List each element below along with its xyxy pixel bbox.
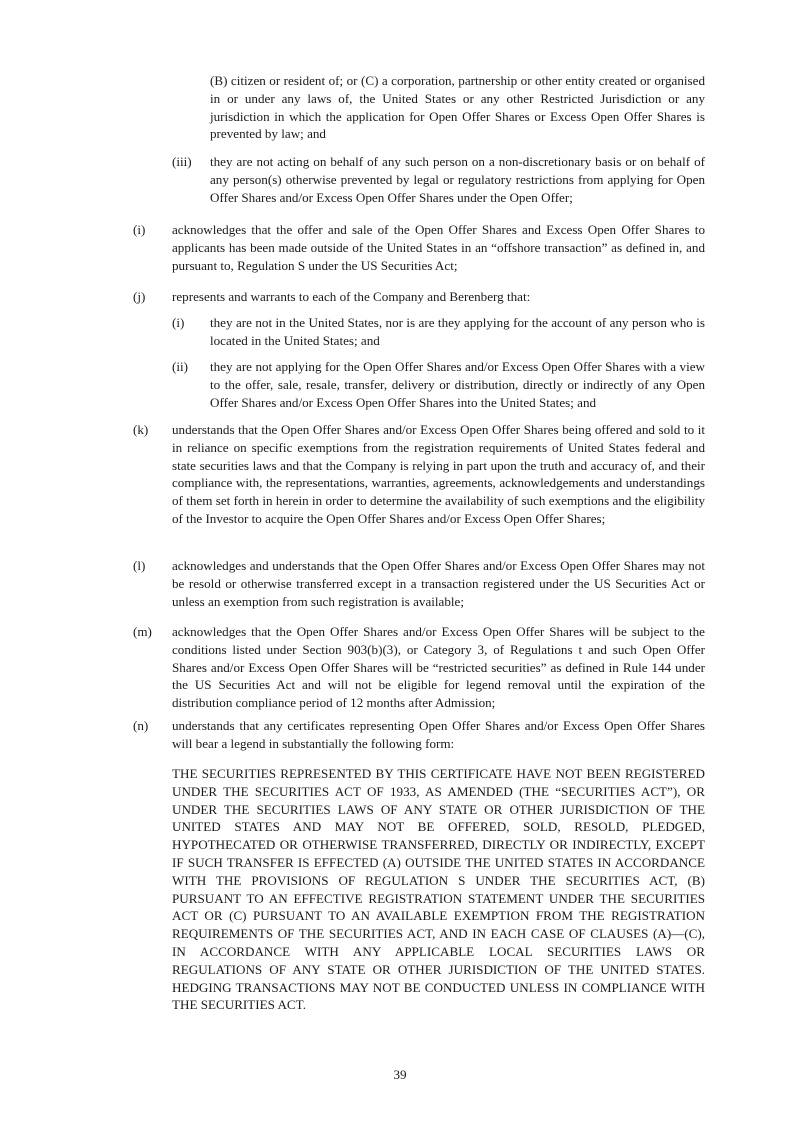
item-text: understands that any certificates representing Open Offer Shares and/or Excess Open Offer Shares will bear a legend in substantially the following form: xyxy=(172,718,705,751)
item-label: (k) xyxy=(133,422,149,437)
item-label: (i) xyxy=(133,222,146,237)
item-label: (m) xyxy=(133,624,152,639)
item-text: understands that the Open Offer Shares and/or Excess Open Offer Shares being offered and sold to it in reliance on specific exemptions from the registration requirements of United States federal and state securities laws and that the Company is relying in part upon the truth and accuracy of, and their compliance with, the representations, warranties, agreements, acknowledgements and understandings of them set forth in herein in order to determine the availability of such exemptions and the eligibility of the Investor to acquire the Open Offer Shares and/or Excess Open Offer Shares; xyxy=(172,422,705,526)
item-text: represents and warrants to each of the Company and Berenberg that: xyxy=(172,289,531,304)
item-text: acknowledges that the offer and sale of the Open Offer Shares and Excess Open Offer Shares to applicants has been made outside of the United States in an “offshore transaction” as defined in, and pursuant to, Regulation S under the US Securities Act; xyxy=(172,222,705,273)
subitem-text: they are not applying for the Open Offer Shares and/or Excess Open Offer Shares with a view to the offer, sale, resale, transfer, delivery or distribution, directly or indirectly of any Open Offer Shares and/or Excess Open Offer Shares into the United States; and xyxy=(210,359,705,410)
page-number: 39 xyxy=(393,1067,407,1082)
securities-legend: THE SECURITIES REPRESENTED BY THIS CERTIFICATE HAVE NOT BEEN REGISTERED UNDER THE SECURITIES ACT OF 1933, AS AMENDED (THE “SECURITIES ACT”), OR UNDER THE SECURITIES LAWS OF ANY STATE OR OTHER JURISDICTION OF THE UNITED STATES AND MAY NOT BE OFFERED, SOLD, RESOLD, PLEDGED, HYPOTHECATED OR OTHERWISE TRANSFERRED, DIRECTLY OR INDIRECTLY, EXCEPT IF SUCH TRANSFER IS EFFECTED (A) OUTSIDE THE UNITED STATES IN ACCORDANCE WITH THE PROVISIONS OF REGULATION S UNDER THE SECURITIES ACT, (B) PURSUANT TO AN EFFECTIVE REGISTRATION STATEMENT UNDER THE SECURITIES ACT OR (C) PURSUANT TO AN AVAILABLE EXEMPTION FROM THE REGISTRATION REQUIREMENTS OF THE SECURITIES ACT, AND IN EACH CASE OF CLAUSES (A)—(C), IN ACCORDANCE WITH ANY APPLICABLE LOCAL SECURITIES LAWS OR REGULATIONS OF ANY STATE OR OTHER JURISDICTION OF THE UNITED STATES. HEDGING TRANSACTIONS MAY NOT BE CONDUCTED UNLESS IN COMPLIANCE WITH THE SECURITIES ACT. xyxy=(172,766,705,1013)
item-text: they are not acting on behalf of any such person on a non-discretionary basis or on behalf of any person(s) otherwise prevented by legal or regulatory restrictions from applying for Open Offer Shares and/or Excess Open Offer Shares under the Open Offer; xyxy=(210,154,705,205)
item-text: acknowledges and understands that the Open Offer Shares and/or Excess Open Offer Shares may not be resold or otherwise transferred except in a transaction registered under the US Securities Act or unless an exemption from such registration is available; xyxy=(172,558,705,609)
subitem-label: (ii) xyxy=(172,359,188,374)
item-label: (n) xyxy=(133,718,149,733)
item-label: (iii) xyxy=(172,154,192,169)
item-text: acknowledges that the Open Offer Shares and/or Excess Open Offer Shares will be subject to the conditions listed under Section 903(b)(3), or Category 3, of Regulations t and such Open Offer Shares and/or Excess Open Offer Shares will be “restricted securities” as defined in Rule 144 under the US Securities Act and will not be eligible for legend removal until the expiration of the distribution compliance period of 12 months after Admission; xyxy=(172,624,705,711)
continued-paragraph: (B) citizen or resident of; or (C) a corporation, partnership or other entity created or organised in or under any laws of, the United States or any other Restricted Jurisdiction or any jurisdiction in which the application for Open Offer Shares or Excess Open Offer Shares is prevented by law; and xyxy=(210,73,705,142)
subitem-label: (i) xyxy=(172,315,185,330)
subitem-text: they are not in the United States, nor is are they applying for the account of any person who is located in the United States; and xyxy=(210,315,705,348)
item-label: (l) xyxy=(133,558,146,573)
item-label: (j) xyxy=(133,289,146,304)
